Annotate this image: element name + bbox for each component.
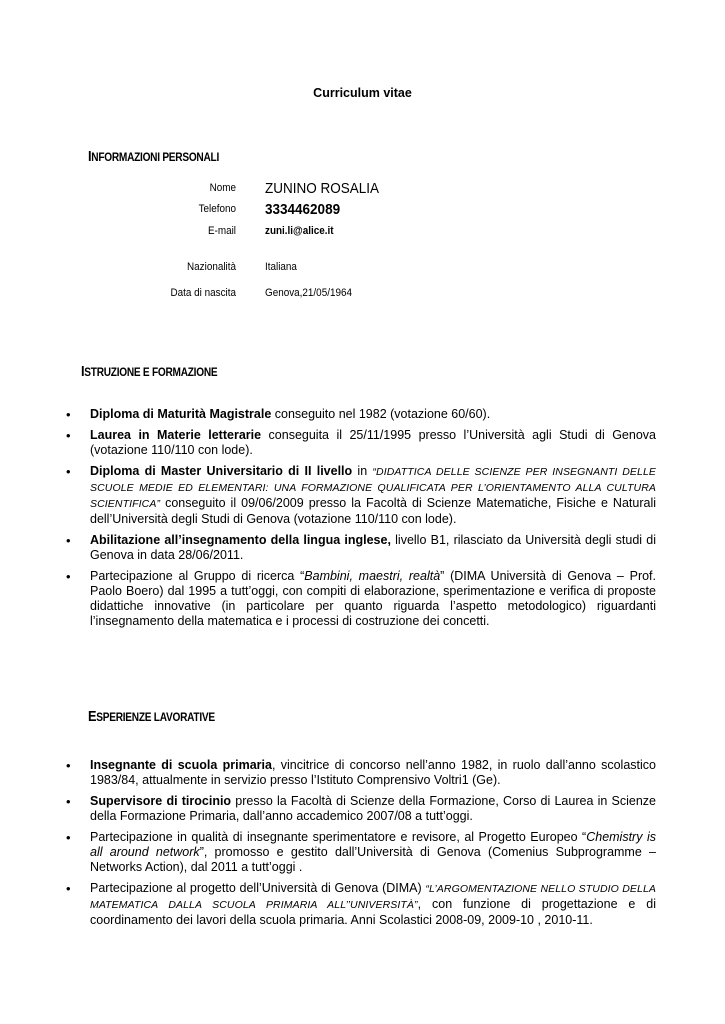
section-heading-experience: ESPERIENZE LAVORATIVE [88,709,215,725]
list-item: • Partecipazione in qualità di insegnante sperimentatore e revisore, al Progetto Europeo “Chemistry is all around network”, promosso e gestito dall’Università di Genova (Comenius Subprogramme – Networks Action), dal 2011 a tutt’oggi . [66,830,656,875]
nazionalita-value: Italiana [265,261,297,273]
list-item: • Partecipazione al Gruppo di ricerca “Bambini, maestri, realtà” (DIMA Università di Genova – Prof. Paolo Boero) dal 1995 a tutt’oggi, con compiti di elaborazione, sperimentazione e verifica di proposte didattiche innovative (in particolare per quanto riguarda l’aspetto metodologico) riguardanti l’insegnamento della matematica e i processi di costruzione dei concetti. [66,569,656,629]
document-title: Curriculum vitae [313,86,412,100]
nazionalita-label: Nazionalità [187,261,236,273]
nome-label: Nome [209,182,236,194]
list-item: • Supervisore di tirocinio presso la Facoltà di Scienze della Formazione, Corso di Laurea in Scienze della Formazione Primaria, dall’anno accademico 2007/08 a tutt’oggi. [66,794,656,824]
nascita-value: Genova,21/05/1964 [265,287,352,299]
email-label: E-mail [207,225,236,237]
list-item: • Insegnante di scuola primaria, vincitrice di concorso nell’anno 1982, in ruolo dall’anno scolastico 1983/84, attualmente in servizio presso l’Istituto Comprensivo Voltri1 (Ge). [66,758,656,788]
email-value: zuni.li@alice.it [265,225,334,237]
list-item: • Diploma di Maturità Magistrale conseguito nel 1982 (votazione 60/60). [66,407,656,422]
education-list [66,407,656,635]
section-heading-education: ISTRUZIONE E FORMAZIONE [81,364,218,380]
nome-value: ZUNINO ROSALIA [265,180,380,197]
list-item: • Partecipazione al progetto dell’Università di Genova (DIMA) “L’ARGOMENTAZIONE NELLO STUDIO DELLA MATEMATICA DALLA SCUOLA PRIMARIA ALL’’UNIVERSITÀ”, con funzione di progettazione e di coordinamento dei lavori della scuola primaria. Anni Scolastici 2008-09, 2009-10 , 2010-11. [66,881,656,928]
nascita-label: Data di nascita [170,287,236,299]
list-item: • Laurea in Materie letterarie conseguita il 25/11/1995 presso l’Università agli Studi di Genova (votazione 110/110 con lode). [66,428,656,458]
telefono-label: Telefono [198,203,236,215]
section-heading-personal: INFORMAZIONI PERSONALI [88,149,219,165]
telefono-value: 3334462089 [265,201,341,218]
list-item: • Diploma di Master Universitario di II livello in “DIDATTICA DELLE SCIENZE PER INSEGNANTI DELLE SCUOLE MEDIE ED ELEMENTARI: UNA FORMAZIONE QUALIFICATA PER L’ORIENTAMENTO ALLA CULTURA SCIENTIFICA” conseguito il 09/06/2009 presso la Facoltà di Scienze Matematiche, Fisiche e Naturali dell’Università degli Studi di Genova (votazione 110/110 con lode). [66,464,656,527]
experience-list [66,758,656,934]
list-item: • Abilitazione all’insegnamento della lingua inglese, livello B1, rilasciato da Università degli studi di Genova in data 28/06/2011. [66,533,656,563]
